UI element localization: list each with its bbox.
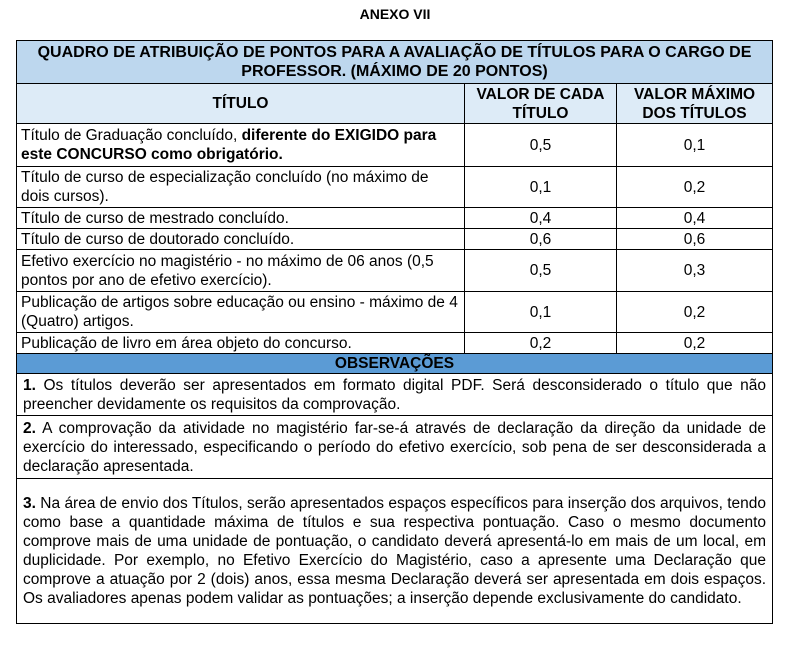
- row-title-text: Título de Graduação concluído,: [21, 127, 242, 144]
- row-title: Publicação de artigos sobre educação ou ensino - máximo de 4 (Quatro) artigos.: [17, 292, 465, 333]
- points-table: [16, 40, 773, 624]
- observation-row: [17, 374, 773, 416]
- table-row: [17, 208, 773, 229]
- observations-header: OBSERVAÇÕES: [17, 354, 773, 374]
- row-title: Efetivo exercício no magistério - no máximo de 06 anos (0,5 pontos por ano de efetivo exercício).: [17, 250, 465, 292]
- table-row: [17, 124, 773, 167]
- column-header-valor-maximo: VALOR MÁXIMO DOS TÍTULOS: [617, 84, 773, 124]
- observation-text: [17, 479, 773, 624]
- row-maximo: 0,3: [617, 250, 773, 292]
- row-title-emphasis: diferente do EXIGIDO para este CONCURSO como obrigatório.: [21, 127, 437, 163]
- row-title: Título de curso de especialização concluído (no máximo de dois cursos).: [17, 167, 465, 208]
- row-valor: 0,4: [465, 208, 617, 229]
- row-title: [17, 124, 465, 167]
- table-row: [17, 229, 773, 250]
- observation-number: 1.: [23, 376, 36, 394]
- row-title: Título de curso de mestrado concluído.: [17, 208, 465, 229]
- row-maximo: 0,4: [617, 208, 773, 229]
- row-maximo: 0,1: [617, 124, 773, 167]
- column-header-titulo: TÍTULO: [17, 84, 465, 124]
- annex-title: ANEXO VII: [359, 6, 431, 22]
- row-maximo: 0,2: [617, 333, 773, 354]
- table-row: [17, 167, 773, 208]
- observation-row: [17, 479, 773, 624]
- row-valor: 0,5: [465, 124, 617, 167]
- row-valor: 0,5: [465, 250, 617, 292]
- row-valor: 0,1: [465, 292, 617, 333]
- row-maximo: 0,2: [617, 167, 773, 208]
- observation-row: [17, 416, 773, 479]
- table-row: [17, 333, 773, 354]
- table-row: [17, 250, 773, 292]
- row-valor: 0,2: [465, 333, 617, 354]
- observation-body: A comprovação da atividade no magistério far-se-á através de declaração da direção da unidade de exercício do interessado, especificando o período do efetivo exercício, sob pena de ser desconsiderada a declaração apresentada.: [23, 419, 767, 475]
- row-maximo: 0,2: [617, 292, 773, 333]
- row-title: Título de curso de doutorado concluído.: [17, 229, 465, 250]
- observation-body: Na área de envio dos Títulos, serão apresentados espaços específicos para inserção dos arquivos, tendo como base a quantidade máxima de títulos e sua respectiva pontuação. Caso o mesmo documento comprove mais de uma unidade de pontuação, o candidato deverá apresentá-lo em mais de um local, em duplicidade. Por exemplo, no Efetivo Exercício do Magistério, caso a apresente uma Declaração que comprove a atuação por 2 (dois) anos, essa mesma Declaração deverá ser apresentada em dois espaços. Os avaliadores apenas podem validar as pontuações; a inserção depende exclusivamente do candidato.: [23, 495, 767, 607]
- row-maximo: 0,6: [617, 229, 773, 250]
- observation-number: 3.: [23, 495, 36, 512]
- row-valor: 0,6: [465, 229, 617, 250]
- observation-body: Os títulos deverão ser apresentados em formato digital PDF. Será desconsiderado o título que não preencher devidamente os requisitos da comprovação.: [23, 376, 767, 413]
- column-header-valor-cada: VALOR DE CADA TÍTULO: [465, 84, 617, 124]
- table-row: [17, 292, 773, 333]
- observation-text: [17, 416, 773, 479]
- observation-text: [17, 374, 773, 416]
- row-title: Publicação de livro em área objeto do concurso.: [17, 333, 465, 354]
- row-valor: 0,1: [465, 167, 617, 208]
- observation-number: 2.: [23, 419, 36, 437]
- table-main-header: QUADRO DE ATRIBUIÇÃO DE PONTOS PARA A AVALIAÇÃO DE TÍTULOS PARA O CARGO DE PROFESSOR. (MÁXIMO DE 20 PONTOS): [17, 41, 773, 84]
